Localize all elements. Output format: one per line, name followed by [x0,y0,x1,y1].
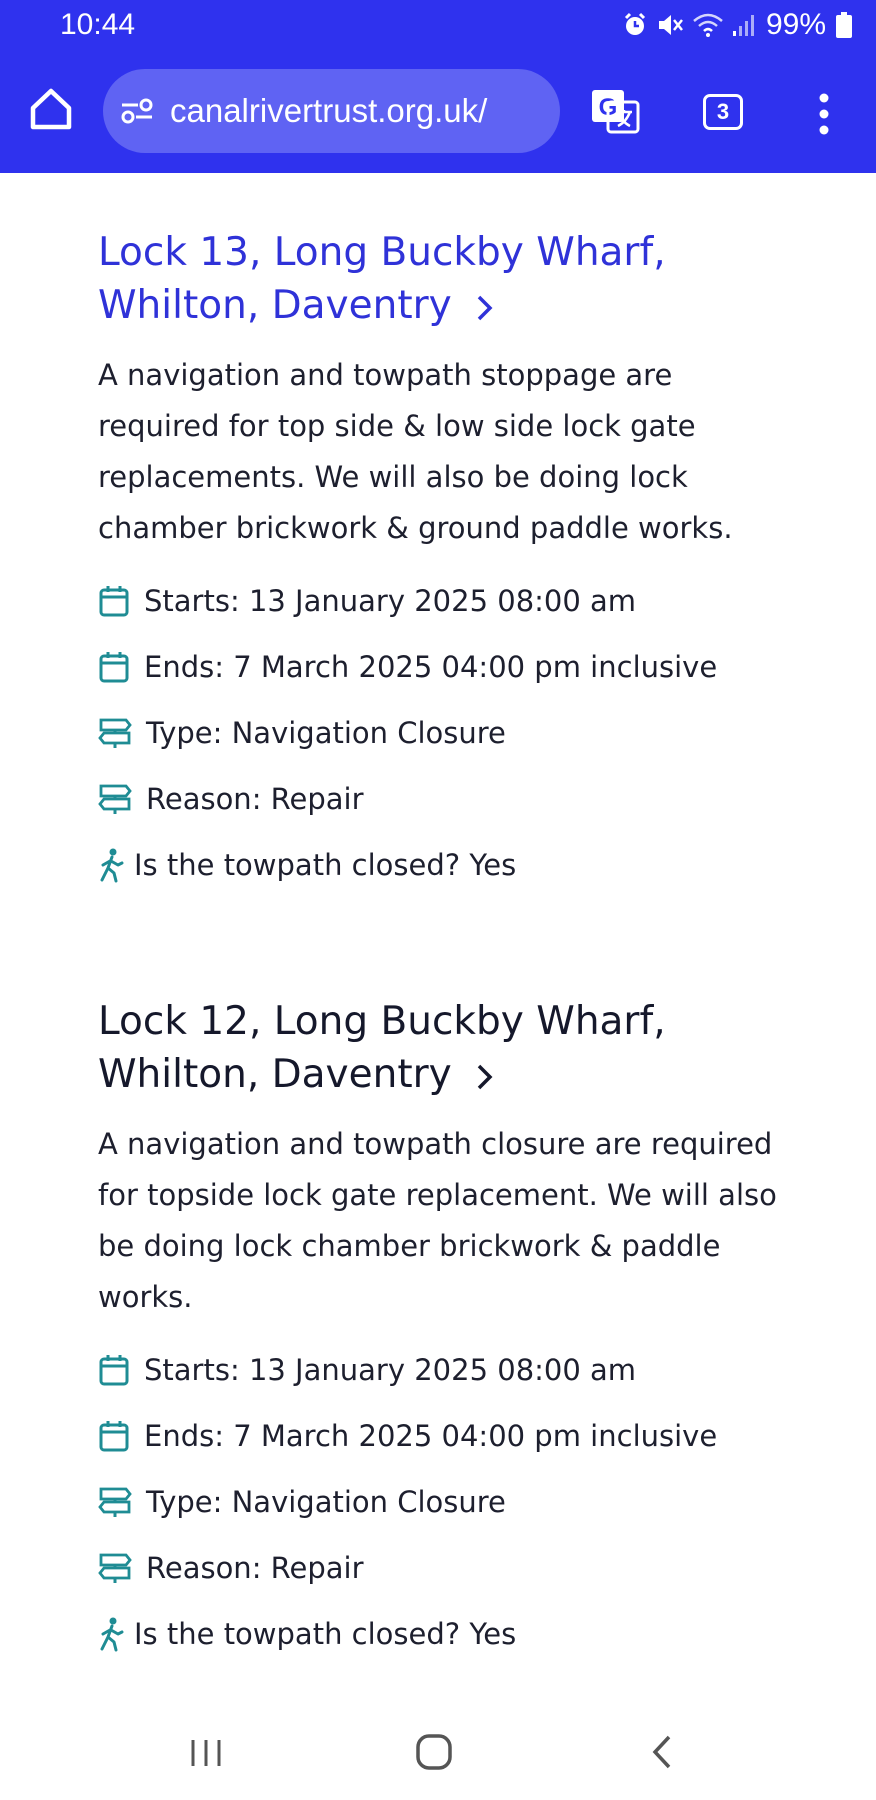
walking-person-icon [98,847,124,883]
url-text[interactable]: canalrivertrust.org.uk/ [170,92,488,129]
stoppage-notice [98,995,798,1667]
battery-percentage: 99% [765,8,826,41]
notice-title-line1[interactable]: Lock 12, Long Buckby Wharf, [98,999,666,1044]
alarm-icon [622,12,648,38]
towpath-status: Is the towpath closed? Yes [134,1617,517,1651]
closure-type: Type: Navigation Closure [146,1485,506,1519]
status-icon-group [622,12,756,38]
status-time: 10:44 [60,8,136,41]
status-bar [0,0,876,52]
more-icon[interactable] [812,92,836,136]
start-date-row [98,568,798,634]
notice-title-line2[interactable]: Whilton, Daventry [98,1052,452,1097]
end-date: Ends: 7 March 2025 04:00 pm inclusive [144,650,718,684]
chevron-right-icon[interactable] [474,293,496,323]
towpath-row [98,832,798,898]
closure-reason: Reason: Repair [146,782,364,816]
signpost-icon [98,717,132,749]
end-date: Ends: 7 March 2025 04:00 pm inclusive [144,1419,718,1453]
battery-icon [836,12,852,38]
notice-title-link[interactable] [98,226,798,332]
reason-row [98,1535,798,1601]
signpost-icon [98,1552,132,1584]
type-row [98,700,798,766]
type-row [98,1469,798,1535]
system-nav-bar [0,1700,876,1800]
recents-icon[interactable] [188,1738,224,1768]
walking-person-icon [98,1616,124,1652]
start-date-row [98,1337,798,1403]
stoppage-notice [98,226,798,898]
end-date-row [98,1403,798,1469]
address-bar[interactable] [103,69,560,153]
notice-description: A navigation and towpath stoppage are required for top side & low side lock gate replacements. We will also be doing lock chamber brickwork & ground paddle works. [98,358,733,545]
signal-icon [732,13,756,37]
home-button-icon[interactable] [415,1733,453,1771]
start-date: Starts: 13 January 2025 08:00 am [144,1353,637,1387]
towpath-status: Is the towpath closed? Yes [134,848,517,882]
svg-text:G: G [598,94,618,121]
chevron-right-icon[interactable] [474,1062,496,1092]
towpath-row [98,1601,798,1667]
back-icon[interactable] [650,1734,674,1770]
notice-details [98,568,798,898]
notice-title-line1[interactable]: Lock 13, Long Buckby Wharf, [98,230,666,275]
notice-title-link[interactable] [98,995,798,1101]
calendar-icon [98,584,130,618]
browser-toolbar [0,52,876,173]
home-icon[interactable] [28,86,74,132]
calendar-icon [98,1353,130,1387]
notice-title-line2[interactable]: Whilton, Daventry [98,283,452,328]
closure-reason: Reason: Repair [146,1551,364,1585]
reason-row [98,766,798,832]
tab-switcher-button[interactable]: 3 [703,94,743,130]
calendar-icon [98,1419,130,1453]
site-settings-icon[interactable] [120,96,154,126]
status-indicators [622,8,852,42]
end-date-row [98,634,798,700]
wifi-icon [692,12,724,38]
translate-icon[interactable] [590,88,640,134]
notice-details [98,1337,798,1667]
start-date: Starts: 13 January 2025 08:00 am [144,584,637,618]
mute-icon [656,12,684,38]
calendar-icon [98,650,130,684]
signpost-icon [98,783,132,815]
notice-description: A navigation and towpath closure are required for topside lock gate replacement. We will also be doing lock chamber brickwork & paddle works. [98,1127,777,1314]
signpost-icon [98,1486,132,1518]
closure-type: Type: Navigation Closure [146,716,506,750]
